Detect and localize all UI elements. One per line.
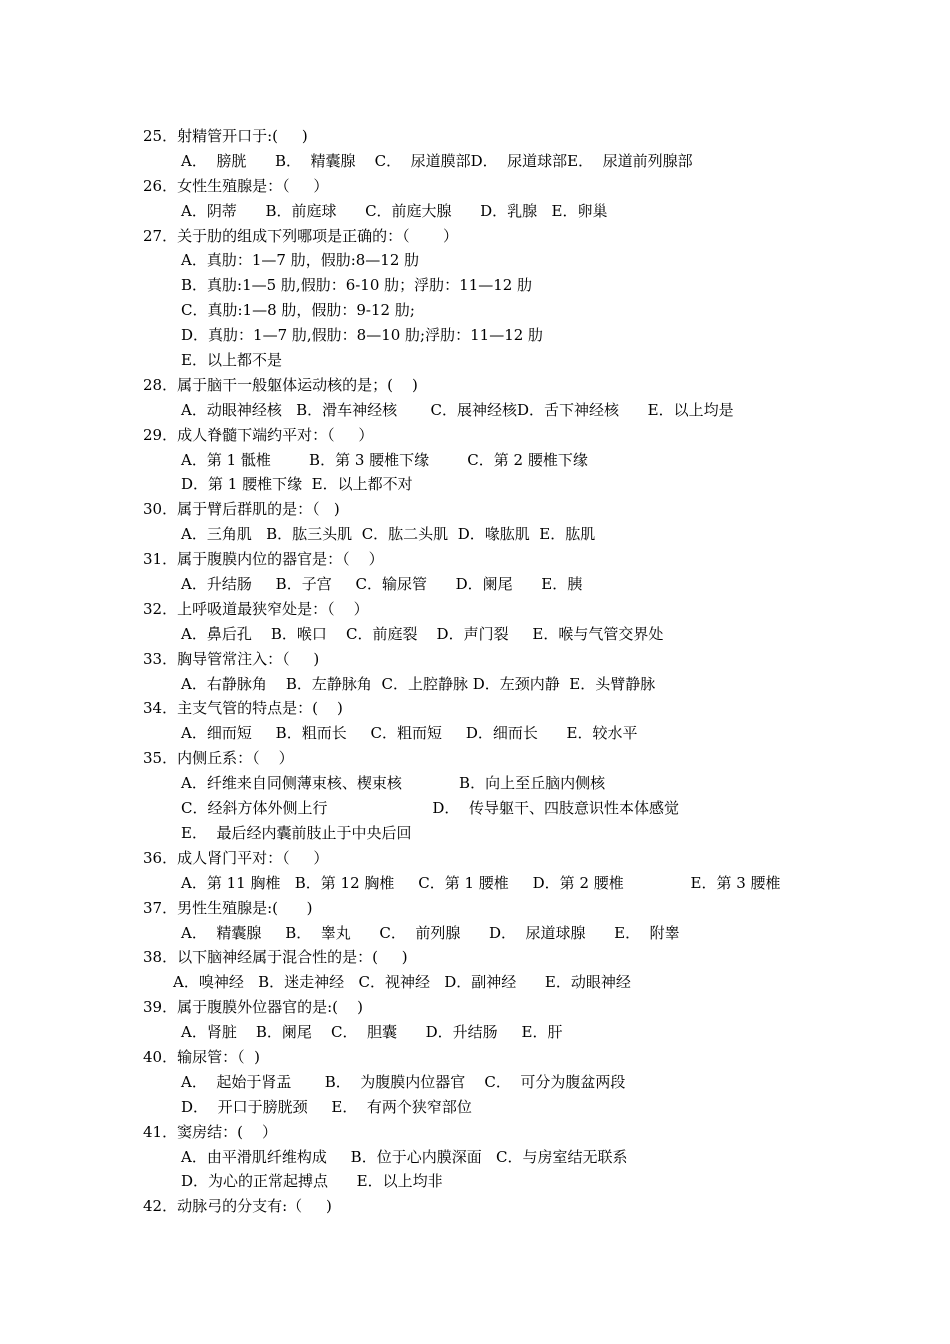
question-26: 26．女性生殖腺是：（ ） — [143, 176, 329, 195]
question-28: 28．属于脑干一般躯体运动核的是；( ) — [143, 375, 418, 394]
options-35-cd: C．经斜方体外侧上行 D． 传导躯干、四肢意识性本体感觉 — [181, 799, 679, 818]
options-38: A．嗅神经 B．迷走神经 C．视神经 D．副神经 E．动眼神经 — [173, 973, 631, 992]
options-35-ab: A．纤维来自同侧薄束核、楔束核 B．向上至丘脑内侧核 — [181, 774, 606, 793]
option-35-e: E． 最后经内囊前肢止于中央后回 — [181, 823, 412, 842]
question-25: 25．射精管开口于:( ) — [143, 127, 308, 145]
question-39: 39．属于腹膜外位器官的是:( ) — [143, 998, 363, 1017]
options-34: A．细而短 B．粗而长 C．粗而短 D．细而长 E．较水平 — [181, 724, 638, 743]
options-41-de: D．为心的正常起搏点 E．以上均非 — [181, 1172, 443, 1191]
options-36: A．第 11 胸椎 B．第 12 胸椎 C．第 1 腰椎 D．第 2 腰椎 E．第 3 腰椎 — [181, 873, 781, 892]
question-34: 34．主支气管的特点是：( ) — [143, 699, 343, 718]
options-37: A． 精囊腺 B． 睾丸 C． 前列腺 D． 尿道球腺 E． 附睾 — [181, 923, 680, 942]
question-list — [143, 124, 843, 1219]
options-28: A．动眼神经核 B．滑车神经核 C．展神经核D．舌下神经核 E．以上均是 — [181, 400, 734, 419]
option-27-c: C．真肋:1—8 肋，假肋：9-12 肋; — [181, 301, 415, 320]
options-41-abc: A．由平滑肌纤维构成 B．位于心内膜深面 C．与房室结无联系 — [181, 1147, 628, 1166]
question-33: 33．胸导管常注入：（ ) — [143, 649, 320, 668]
options-26: A．阴蒂 B．前庭球 C．前庭大腺 D．乳腺 E．卵巢 — [181, 201, 608, 220]
question-42: 42．动脉弓的分支有:（ ) — [143, 1197, 332, 1216]
option-27-b: B．真肋:1—5 肋,假肋：6-10 肋；浮肋：11—12 肋 — [181, 276, 533, 295]
options-30: A．三角肌 B．肱三头肌 C．肱二头肌 D．喙肱肌 E．肱肌 — [181, 525, 596, 544]
question-41: 41．窦房结：( ） — [143, 1122, 278, 1141]
question-27: 27．关于肋的组成下列哪项是正确的：（ ） — [143, 226, 458, 245]
question-29: 29．成人脊髓下端约平对：（ ） — [143, 425, 374, 444]
question-30: 30．属于臂后群肌的是：（ ) — [143, 500, 340, 519]
option-27-a: A．真肋：1—7 肋，假肋:8—12 肋 — [181, 251, 420, 270]
options-40-de: D． 开口于膀胱颈 E． 有两个狭窄部位 — [181, 1097, 472, 1116]
question-32: 32．上呼吸道最狭窄处是：（ ） — [143, 599, 369, 618]
option-27-e: E．以上都不是 — [181, 351, 282, 370]
options-29-de: D．第 1 腰椎下缘 E．以上都不对 — [181, 475, 413, 494]
options-39: A．肾脏 B．阑尾 C． 胆囊 D．升结肠 E．肝 — [181, 1023, 563, 1042]
question-35: 35．内侧丘系：（ ） — [143, 749, 294, 768]
question-37: 37．男性生殖腺是:( ) — [143, 898, 313, 917]
question-38: 38．以下脑神经属于混合性的是：( ) — [143, 948, 408, 967]
options-33: A．右静脉角 B．左静脉角 C．上腔静脉 D．左颈内静 E．头臂静脉 — [181, 674, 656, 693]
option-27-d: D．真肋：1—7 肋,假肋：8—10 肋;浮肋：11—12 肋 — [181, 326, 544, 345]
question-36: 36．成人肾门平对：（ ） — [143, 848, 329, 867]
question-31: 31．属于腹膜内位的器官是：（ ） — [143, 550, 384, 569]
options-32: A．鼻后孔 B．喉口 C．前庭裂 D．声门裂 E．喉与气管交界处 — [181, 624, 664, 643]
options-40-abc: A． 起始于肾盂 B． 为腹膜内位器官 C． 可分为腹盆两段 — [181, 1072, 626, 1091]
options-31: A．升结肠 B．子宫 C．输尿管 D．阑尾 E．胰 — [181, 575, 583, 594]
question-40: 40．输尿管：（ ) — [143, 1047, 260, 1066]
options-29-abc: A．第 1 骶椎 B．第 3 腰椎下缘 C．第 2 腰椎下缘 — [181, 450, 588, 469]
options-25: A． 膀胱 B． 精囊腺 C． 尿道膜部D． 尿道球部E． 尿道前列腺部 — [181, 151, 693, 170]
